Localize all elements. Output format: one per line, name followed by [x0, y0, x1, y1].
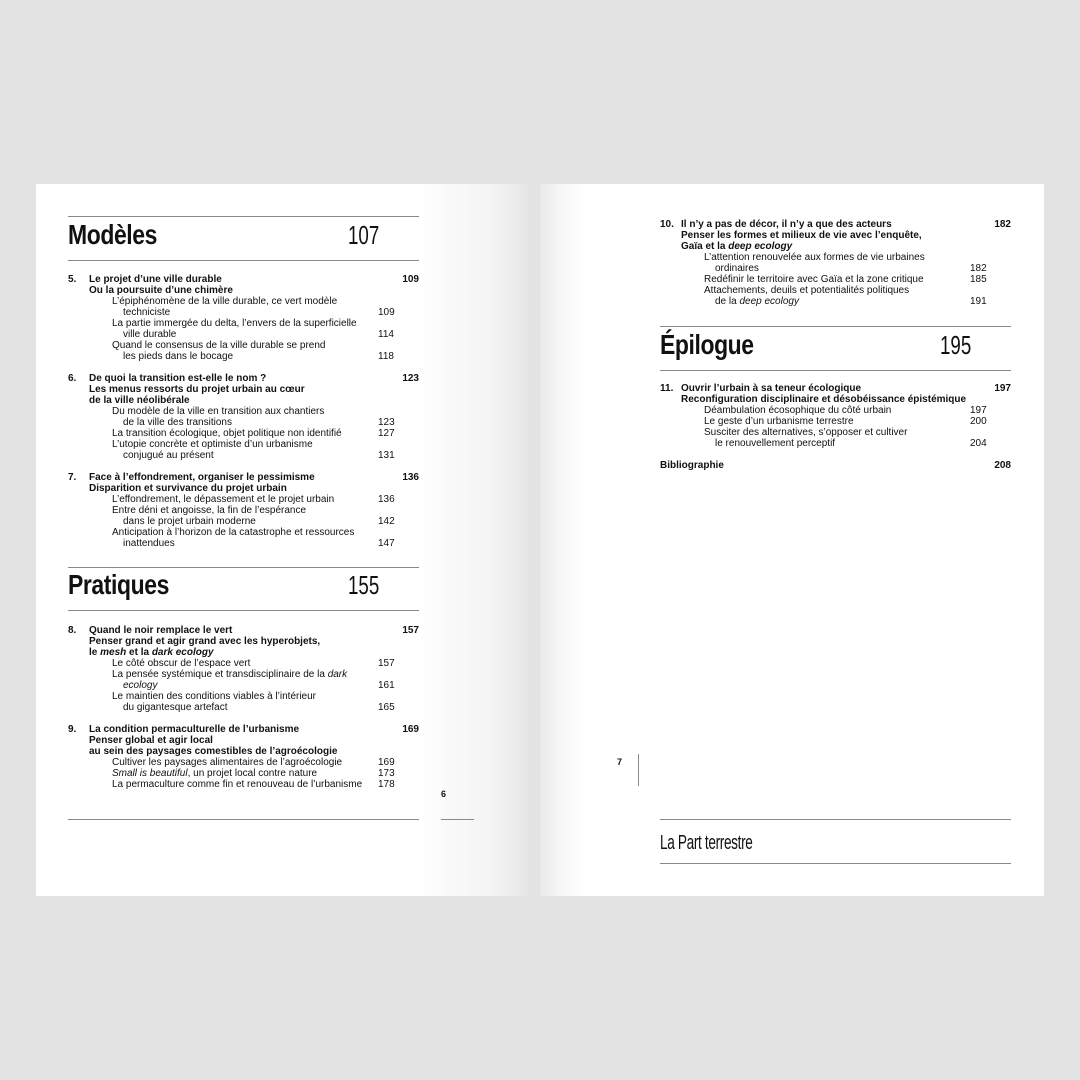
chapter-number: 11.: [660, 383, 674, 394]
chapter-subtitle: Reconfiguration disciplinaire et désobéissance épistémique: [681, 394, 967, 405]
toc-entry: [68, 768, 419, 779]
entry-page: 157: [378, 658, 395, 669]
entry-line: les pieds dans le bocage: [123, 351, 234, 362]
section-page-epilogue: 195: [940, 330, 972, 360]
entry-line: [112, 669, 367, 680]
chapter-subtitle: Ou la poursuite d’une chimère: [89, 285, 233, 296]
bibliographie-page: 208: [994, 460, 1011, 471]
chapter-8: [68, 625, 419, 636]
entry-italic: deep ecology: [739, 296, 799, 307]
toc-entry: [68, 428, 419, 439]
toc-entry: [660, 274, 1011, 285]
toc-entry: [68, 439, 419, 461]
entry-page: 127: [378, 428, 395, 439]
series-mark: La Part terrestre: [660, 832, 753, 854]
chapter-subtitle: au sein des paysages comestibles de l’agroécologie: [89, 746, 338, 757]
entry-line: Le côté obscur de l’espace vert: [112, 658, 251, 669]
entry-text: de la: [715, 296, 740, 307]
chapter-9: [68, 724, 419, 735]
entry-page: 191: [970, 296, 987, 307]
entry-line: ordinaires: [715, 263, 759, 274]
chapter-page: 157: [402, 625, 419, 636]
section-top-rule: [68, 216, 419, 217]
chapter-page: 182: [994, 219, 1011, 230]
section-top-rule: [68, 567, 419, 568]
chapter-title: Ouvrir l’urbain à sa teneur écologique: [681, 383, 862, 394]
entry-line: [704, 296, 959, 307]
entry-line: [112, 680, 367, 691]
entry-line: L’attention renouvelée aux formes de vie urbaines: [704, 252, 925, 263]
subtitle-text: le: [89, 647, 101, 658]
entry-line: dans le projet urbain moderne: [123, 516, 256, 527]
entry-page: 169: [378, 757, 395, 768]
entry-page: 142: [378, 516, 395, 527]
toc-entry: [660, 427, 1011, 449]
entry-line: inattendues: [123, 538, 175, 549]
chapter-title: Quand le noir remplace le vert: [89, 625, 233, 636]
chapter-number: 5.: [68, 274, 77, 285]
entry-line: Du modèle de la ville en transition aux chantiers: [112, 406, 325, 417]
entry-line: du gigantesque artefact: [123, 702, 228, 713]
toc-entry: [68, 527, 419, 549]
chapter-number: 7.: [68, 472, 77, 483]
entry-line: [112, 768, 367, 779]
chapter-page: 109: [402, 274, 419, 285]
chapter-title: De quoi la transition est-elle le nom ?: [89, 373, 267, 384]
entry-page: 161: [378, 680, 395, 691]
toc-entry: [660, 252, 1011, 274]
footer-rule: [68, 819, 419, 820]
entry-page: 173: [378, 768, 395, 779]
bibliographie-title: Bibliographie: [660, 460, 724, 471]
entry-text: , un projet local contre nature: [187, 768, 318, 779]
entry-line: techniciste: [123, 307, 171, 318]
entry-page: 204: [970, 438, 987, 449]
entry-page: 182: [970, 263, 987, 274]
footer-rule: [660, 819, 1011, 820]
folio-divider: [638, 754, 639, 786]
toc-entry: [68, 318, 419, 340]
toc-entry: [68, 779, 419, 790]
chapter-6: [68, 373, 419, 384]
chapter-subtitle: de la ville néolibérale: [89, 395, 190, 406]
chapter-7: [68, 472, 419, 483]
chapter-subtitle: [68, 647, 419, 658]
toc-entry: [68, 658, 419, 669]
subtitle-text: Gaïa et la: [681, 241, 729, 252]
chapter-number: 8.: [68, 625, 77, 636]
chapter-title: Il n’y a pas de décor, il n’y a que des acteurs: [681, 219, 892, 230]
entry-line: Susciter des alternatives, s’opposer et cultiver: [704, 427, 908, 438]
chapter-subtitle: Penser les formes et milieux de vie avec l’enquête,: [681, 230, 922, 241]
entry-line: L’épiphénomène de la ville durable, ce vert modèle: [112, 296, 338, 307]
chapter-number: 6.: [68, 373, 77, 384]
chapter-title: Le projet d’une ville durable: [89, 274, 222, 285]
toc-entry: [68, 494, 419, 505]
footer-rule: [660, 863, 1011, 864]
toc-entry: [68, 296, 419, 318]
entry-page: 147: [378, 538, 395, 549]
chapter-subtitle: Les menus ressorts du projet urbain au cœur: [89, 384, 305, 395]
chapter-number: 10.: [660, 219, 674, 230]
toc-block-pratiques: [68, 625, 419, 790]
toc-entry: [68, 669, 419, 691]
chapter-subtitle: Penser grand et agir grand avec les hyperobjets,: [89, 636, 321, 647]
entry-page: 118: [378, 351, 394, 362]
subtitle-italic: deep ecology: [728, 241, 793, 252]
page-number: 7: [617, 757, 623, 767]
toc-entry: [68, 340, 419, 362]
entry-line: Attachements, deuils et potentialités politiques: [704, 285, 910, 296]
subtitle-italic: dark ecology: [151, 647, 214, 658]
entry-line: L’effondrement, le dépassement et le projet urbain: [112, 494, 335, 505]
footer-rule-short: [441, 819, 474, 820]
section-bottom-rule: [68, 260, 419, 261]
toc-entry: [660, 285, 1011, 307]
chapter-number: 9.: [68, 724, 77, 735]
entry-line: Redéfinir le territoire avec Gaïa et la zone critique: [704, 274, 924, 285]
entry-line: Le geste d’un urbanisme terrestre: [704, 416, 854, 427]
subtitle-italic: mesh: [100, 647, 127, 658]
entry-line: Déambulation écosophique du côté urbain: [704, 405, 892, 416]
section-top-rule: [660, 326, 1011, 327]
entry-line: Anticipation à l’horizon de la catastrophe et ressources: [112, 527, 355, 538]
entry-italic: Small is beautiful: [112, 768, 188, 779]
chapter-10: [660, 219, 1011, 230]
section-page-modeles: 107: [348, 220, 380, 250]
entry-line: La partie immergée du delta, l’envers de la superficielle: [112, 318, 357, 329]
entry-italic: ecology: [123, 680, 158, 691]
entry-page: 123: [378, 417, 395, 428]
chapter-title: Face à l’effondrement, organiser le pessimisme: [89, 472, 315, 483]
subtitle-text: et la: [126, 647, 152, 658]
entry-page: 136: [378, 494, 395, 505]
entry-line: La transition écologique, objet politique non identifié: [112, 428, 342, 439]
chapter-page: 123: [402, 373, 419, 384]
section-title-epilogue: Épilogue: [660, 329, 754, 360]
entry-italic: dark: [327, 669, 348, 680]
left-page: [36, 184, 528, 896]
toc-entry: [660, 416, 1011, 427]
chapter-5: [68, 274, 419, 285]
entry-line: le renouvellement perceptif: [715, 438, 836, 449]
section-page-pratiques: 155: [348, 570, 380, 600]
entry-line: Entre déni et angoisse, la fin de l’espérance: [112, 505, 307, 516]
toc-entry: [660, 405, 1011, 416]
entry-page: 131: [378, 450, 395, 461]
entry-page: 178: [378, 779, 395, 790]
entry-page: 200: [970, 416, 987, 427]
toc-entry: [68, 691, 419, 713]
toc-entry: [68, 505, 419, 527]
chapter-subtitle: Disparition et survivance du projet urbain: [89, 483, 287, 494]
entry-page: 114: [378, 329, 394, 340]
entry-page: 197: [970, 405, 987, 416]
entry-page: 109: [378, 307, 395, 318]
toc-block-epilogue: [660, 383, 1011, 471]
section-title-pratiques: Pratiques: [68, 569, 169, 600]
section-title-modeles: Modèles: [68, 219, 157, 250]
toc-entry: [68, 406, 419, 428]
section-bottom-rule: [660, 370, 1011, 371]
page-number: 6: [441, 789, 447, 799]
entry-line: La permaculture comme fin et renouveau de l’urbanisme: [112, 779, 363, 790]
entry-page: 185: [970, 274, 987, 285]
chapter-page: 136: [402, 472, 419, 483]
entry-line: L’utopie concrète et optimiste d’un urbanisme: [112, 439, 313, 450]
entry-line: conjugué au présent: [123, 450, 214, 461]
chapter-page: 169: [402, 724, 419, 735]
entry-line: Quand le consensus de la ville durable se prend: [112, 340, 326, 351]
chapter-11: [660, 383, 1011, 394]
bibliographie-entry: [660, 460, 1011, 471]
entry-line: de la ville des transitions: [123, 417, 232, 428]
right-page: [540, 184, 1044, 896]
chapter-subtitle: Penser global et agir local: [89, 735, 213, 746]
entry-line: Le maintien des conditions viables à l’intérieur: [112, 691, 317, 702]
toc-block-modeles: [68, 274, 419, 549]
entry-line: Cultiver les paysages alimentaires de l’agroécologie: [112, 757, 343, 768]
entry-page: 165: [378, 702, 395, 713]
section-bottom-rule: [68, 610, 419, 611]
entry-line: ville durable: [123, 329, 177, 340]
chapter-title: La condition permaculturelle de l’urbanisme: [89, 724, 300, 735]
toc-entry: [68, 757, 419, 768]
toc-block-ch10: [660, 219, 1011, 307]
chapter-subtitle: [660, 241, 1011, 252]
entry-text: La pensée systémique et transdisciplinaire de la: [112, 669, 328, 680]
chapter-page: 197: [994, 383, 1011, 394]
